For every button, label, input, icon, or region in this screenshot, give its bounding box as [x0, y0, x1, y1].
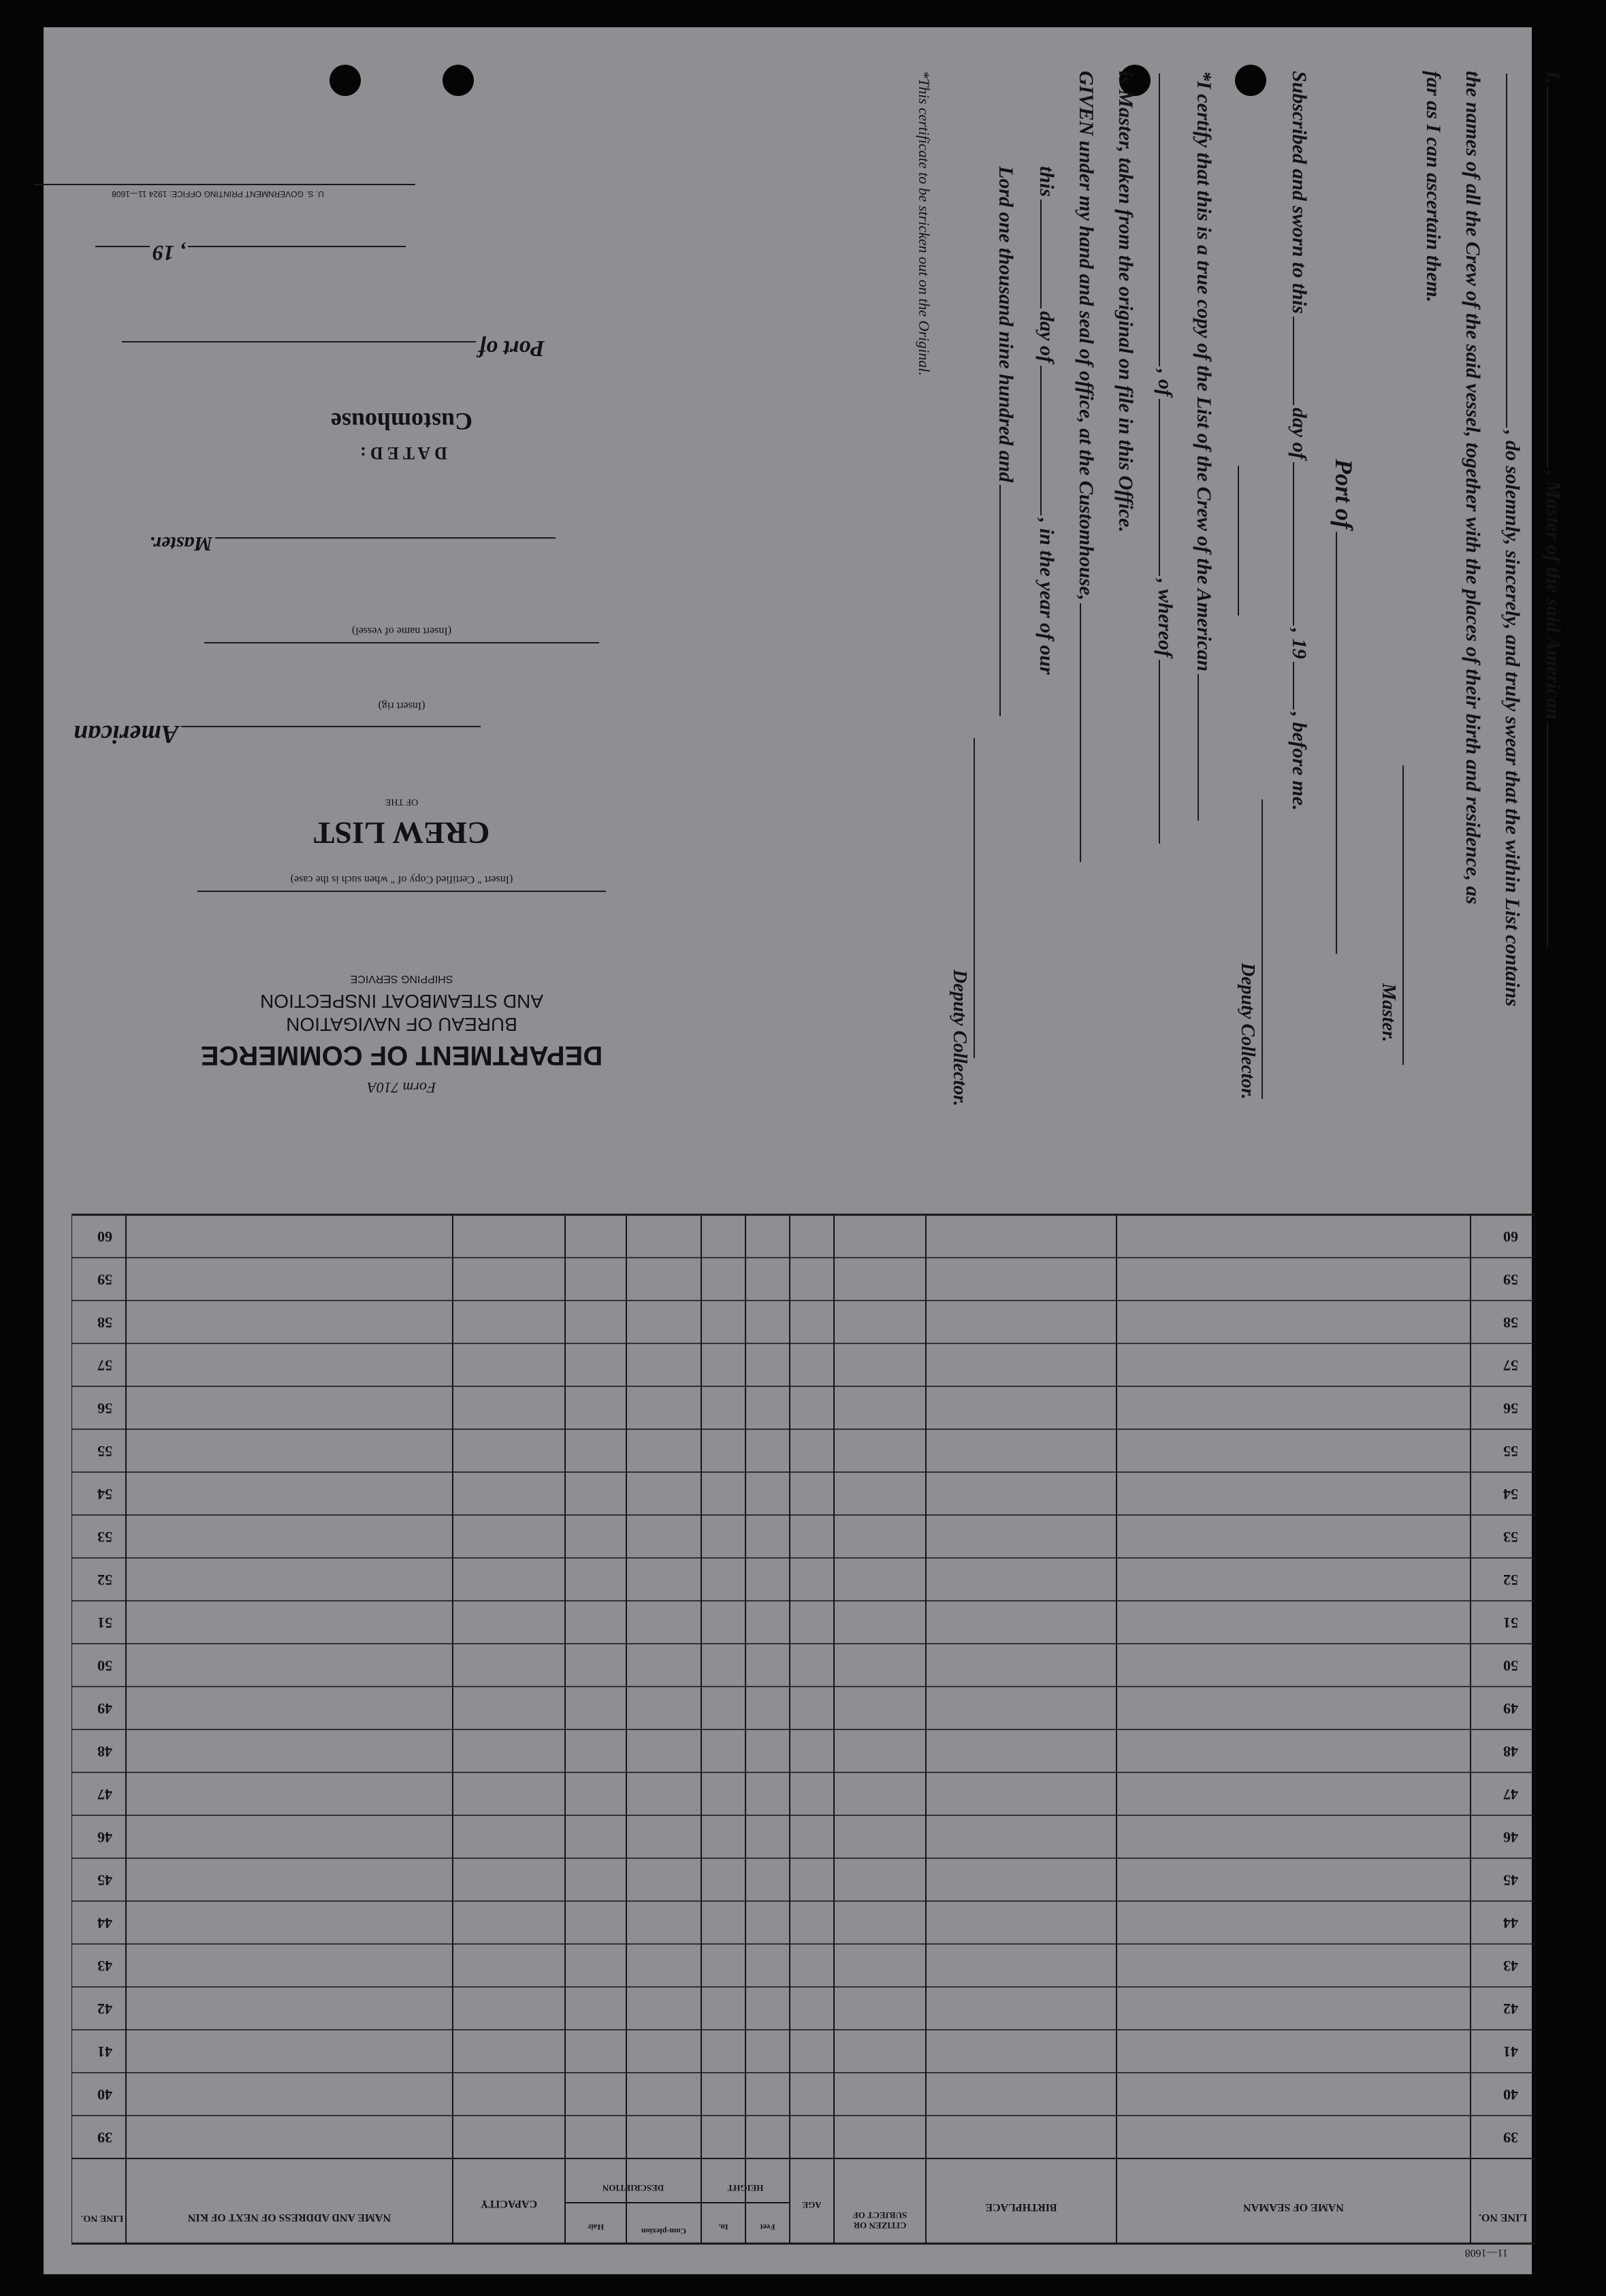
row-number-right: 51 [97, 1614, 112, 1631]
row-number-left: 57 [1503, 1357, 1518, 1374]
row-number-right: 58 [97, 1314, 112, 1331]
header-inches: In. [718, 2222, 728, 2232]
department-of-commerce: DEPARTMENT OF COMMERCE [200, 1040, 603, 1070]
form-number: Form 710A [367, 1079, 436, 1096]
row-number-left: 55 [1503, 1443, 1518, 1460]
certify-lord-one-thousand: Lord one thousand nine hundred and [995, 166, 1017, 483]
row-number-right: 43 [97, 1958, 112, 1975]
row-number-left: 41 [1503, 2043, 1518, 2060]
row-number-left: 60 [1503, 1228, 1518, 1245]
row-number-left: 47 [1503, 1786, 1518, 1803]
oath-section [783, 57, 1566, 1228]
header-age: AGE [802, 2200, 822, 2210]
header-next-of-kin: NAME AND ADDRESS OF NEXT OF KIN [187, 2212, 391, 2223]
row-number-left: 58 [1503, 1314, 1518, 1331]
crew-table [71, 1209, 1535, 2271]
row-number-right: 55 [97, 1443, 112, 1460]
table-grid [71, 1209, 1535, 2271]
row-number-right: 40 [97, 2086, 112, 2103]
row-number-left: 51 [1503, 1614, 1518, 1631]
cover-port-of: Port of [478, 336, 545, 361]
bureau-of-navigation: BUREAU OF NAVIGATION [286, 1014, 517, 1035]
header-name-of-seaman: NAME OF SEAMAN [1243, 2201, 1344, 2213]
row-number-left: 45 [1503, 1872, 1518, 1889]
subscribed-sworn: Subscribed and sworn to this [1288, 71, 1311, 314]
row-number-right: 49 [97, 1700, 112, 1717]
day-of-label: day of [1288, 407, 1311, 460]
cover-section [20, 48, 783, 1151]
master-signature-label: Master. [1378, 983, 1399, 1042]
cover-master-label: Master. [149, 532, 212, 555]
row-number-left: 44 [1503, 1915, 1518, 1932]
header-birthplace: BIRTHPLACE [985, 2201, 1057, 2213]
header-feet: Feet [760, 2222, 775, 2232]
certify-this-label: this [1035, 166, 1058, 197]
certify-given-under-hand: GIVEN under my hand and seal of office, at the Customhouse, [1075, 71, 1097, 601]
header-line-no: LINE NO. [1478, 2212, 1528, 2223]
header-hair: Hair [588, 2222, 604, 2232]
insert-rig: (Insert rig) [378, 700, 425, 712]
row-number-right: 45 [97, 1872, 112, 1889]
deputy-collector-label-2: Deputy Collector. [949, 970, 970, 1106]
row-number-left: 56 [1503, 1400, 1518, 1417]
row-number-left: 50 [1503, 1657, 1518, 1674]
row-number-left: 49 [1503, 1700, 1518, 1717]
before-me-label: , before me. [1288, 712, 1311, 811]
row-number-right: 52 [97, 1572, 112, 1589]
row-number-right: 48 [97, 1743, 112, 1760]
row-number-left: 53 [1503, 1529, 1518, 1546]
row-number-right: 59 [97, 1271, 112, 1288]
customhouse-label: Customhouse [330, 408, 473, 435]
oath-master-of-american: , Master of the said American [1542, 471, 1564, 720]
deputy-collector-label-1: Deputy Collector. [1237, 963, 1258, 1100]
certify-of-label: , of [1154, 369, 1176, 396]
row-number-left: 40 [1503, 2086, 1518, 2103]
row-number-right: 46 [97, 1829, 112, 1846]
row-number-right: 41 [97, 2043, 112, 2060]
american-label: American [73, 720, 178, 748]
row-number-right: 56 [97, 1400, 112, 1417]
row-number-left: 59 [1503, 1271, 1518, 1288]
row-number-right: 54 [97, 1486, 112, 1503]
certify-whereof-label: , whereof [1154, 579, 1176, 657]
row-number-right: 50 [97, 1657, 112, 1674]
row-number-right: 42 [97, 2000, 112, 2018]
oath-ascertain: far as I can ascertain them. [1422, 71, 1445, 303]
certify-year-of-our: , in the year of our [1035, 517, 1058, 675]
row-number-right: 39 [97, 2129, 112, 2146]
steamboat-inspection: AND STEAMBOAT INSPECTION [260, 991, 543, 1012]
row-number-left: 54 [1503, 1486, 1518, 1503]
cover-year-19: , 19 [152, 241, 185, 266]
row-number-right: 60 [97, 1228, 112, 1245]
header-line-no-right: LINE NO. [80, 2213, 124, 2223]
row-number-left: 46 [1503, 1829, 1518, 1846]
port-of-label: Port of [1330, 459, 1358, 529]
oath-i: I, [1542, 71, 1564, 84]
certify-footnote: *This certificate to be stricken out on the Original. [916, 71, 933, 376]
dated-label: DATED: [356, 443, 447, 463]
row-number-right: 44 [97, 1915, 112, 1932]
shipping-service: SHIPPING SERVICE [350, 973, 453, 985]
row-number-left: 42 [1503, 2000, 1518, 2018]
certify-true-copy: *I certify that this is a true copy of the List of the Crew of the American [1193, 71, 1215, 672]
insert-certified-copy: (Insert " Certified Copy of " when such is the case) [290, 874, 513, 885]
row-number-right: 53 [97, 1529, 112, 1546]
of-the-label: OF THE [385, 797, 419, 807]
row-number-left: 39 [1503, 2129, 1518, 2146]
oath-solemnly-swear: , do solemnly, sincerely, and truly swear that the within List contains [1501, 430, 1524, 1007]
row-number-left: 52 [1503, 1572, 1518, 1589]
oath-names-of-crew: the names of all the Crew of the said vessel, together with the places of their birth and residence, as [1462, 71, 1484, 905]
insert-name-of-vessel: (Insert name of vessel) [351, 625, 452, 637]
header-complexion: Com-plexion [641, 2227, 686, 2236]
certify-day-of-label: day of [1035, 311, 1058, 363]
header-capacity: CAPACITY [480, 2198, 538, 2210]
row-number-right: 57 [97, 1357, 112, 1374]
certify-is-master: is Master, taken from the original on file in this Office. [1114, 71, 1137, 532]
header-height: HEIGHT [727, 2183, 764, 2193]
header-description: DESCRIPTION [602, 2183, 664, 2193]
header-citizen: CITIZEN OR SUBJECT OF [852, 2210, 908, 2231]
row-number-left: 43 [1503, 1958, 1518, 1975]
form-code: 11—1608 [1464, 2247, 1508, 2259]
gpo-imprint: U. S. GOVERNMENT PRINTING OFFICE: 1924 11—1608 [112, 189, 324, 199]
row-number-right: 47 [97, 1786, 112, 1803]
crew-list-title: CREW LIST [313, 816, 490, 850]
row-number-left: 48 [1503, 1743, 1518, 1760]
year-19-label: , 19 [1288, 628, 1311, 659]
